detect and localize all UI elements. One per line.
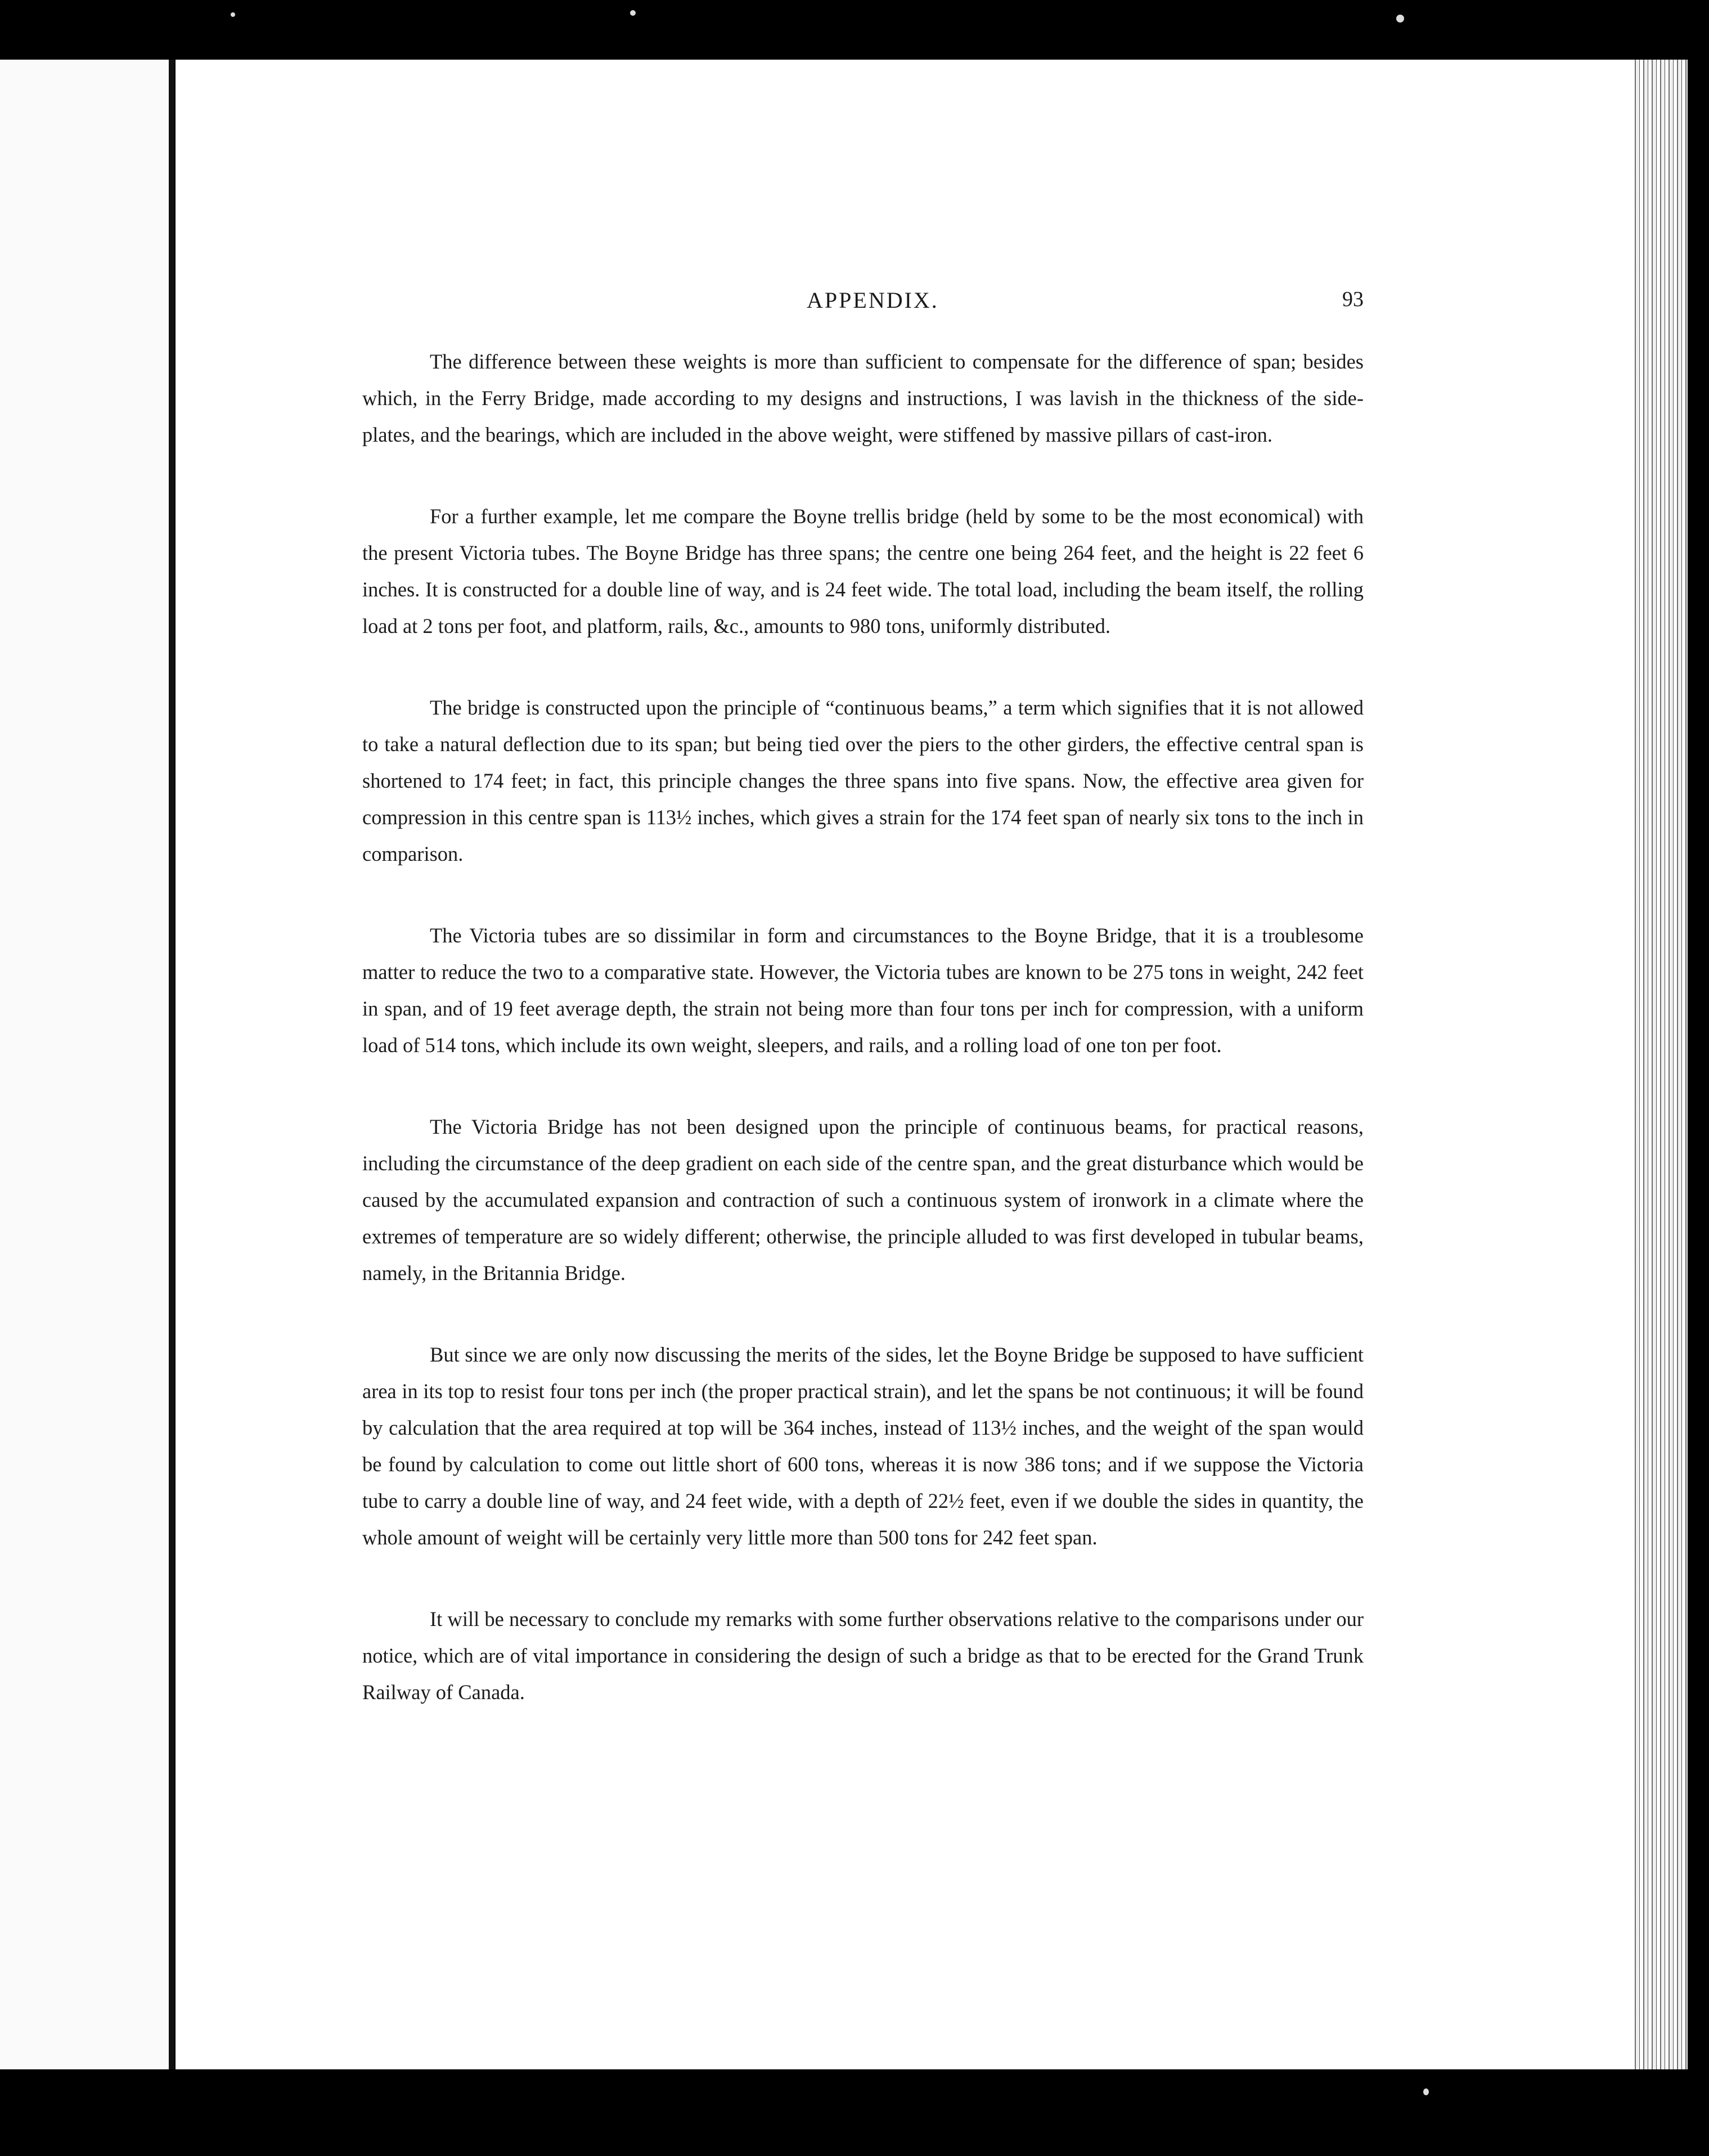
running-title: APPENDIX. bbox=[807, 288, 939, 313]
body-text bbox=[362, 343, 1364, 1755]
book-gutter bbox=[169, 60, 174, 2069]
dust-speck bbox=[231, 12, 235, 17]
page-header bbox=[362, 281, 1364, 321]
dust-speck bbox=[1396, 15, 1404, 23]
paragraph: For a further example, let me compare the Boyne trellis bridge (held by some to be the most economical) with the present Victoria tubes. The Boyne Bridge has three spans; the centre one being 264 feet, and the height is 22 feet 6 inches. It is constructed for a double line of way, and is 24 feet wide. The total load, including the beam itself, the rolling load at 2 tons per foot, and platform, rails, &c., amounts to 980 tons, uniformly distributed. bbox=[362, 505, 1364, 637]
paragraph: The bridge is constructed upon the principle of “continuous beams,” a term which signifies that it is not allowed to take a natural deflection due to its span; but being tied over the piers to the other girders, the effective central span is shortened to 174 feet; in fact, this principle changes the three spans into five spans. Now, the effective area given for compression in this centre span is 113½ inches, which gives a strain for the 174 feet span of nearly six tons to the inch in comparison. bbox=[362, 696, 1364, 865]
dust-speck bbox=[630, 10, 636, 16]
dust-speck bbox=[1423, 2088, 1429, 2095]
paragraph: It will be necessary to conclude my remarks with some further observations relative to the comparisons under our notice, which are of vital importance in considering the design of such a bridge as that to be erected for the Grand Trunk Railway of Canada. bbox=[362, 1607, 1364, 1704]
paragraph: The difference between these weights is more than sufficient to compensate for the difference of span; besides which, in the Ferry Bridge, made according to my designs and instructions, I was lavish in the thickness of the side-plates, and the bearings, which are included in the above weight, were stiffened by massive pillars of cast-iron. bbox=[362, 350, 1364, 446]
paragraph: But since we are only now discussing the merits of the sides, let the Boyne Bridge be supposed to have sufficient area in its top to resist four tons per inch (the proper practical strain), and let the spans be not continuous; it will be found by calculation that the area required at top will be 364 inches, instead of 113½ inches, and the weight of the span would be found by calculation to come out little short of 600 tons, whereas it is now 386 tons; and if we suppose the Victoria tube to carry a double line of way, and 24 feet wide, with a depth of 22½ feet, even if we double the sides in quantity, the whole amount of weight will be certainly very little more than 500 tons for 242 feet span. bbox=[362, 1343, 1364, 1549]
paragraph: The Victoria Bridge has not been designed upon the principle of continuous beams, for practical reasons, including the circumstance of the deep gradient on each side of the centre span, and the great disturbance which would be caused by the accumulated expansion and contraction of such a continuous system of ironwork in a climate where the extremes of temperature are so widely different; otherwise, the principle alluded to was first developed in tubular beams, namely, in the Britannia Bridge. bbox=[362, 1115, 1364, 1284]
facing-page-edge bbox=[0, 60, 169, 2069]
page-number: 93 bbox=[1342, 288, 1364, 311]
paragraph: The Victoria tubes are so dissimilar in form and circumstances to the Boyne Bridge, that it is a troublesome matter to reduce the two to a comparative state. However, the Victoria tubes are known to be 275 tons in weight, 242 feet in span, and of 19 feet average depth, the strain not being more than four tons per inch for compression, with a uniform load of 514 tons, which include its own weight, sleepers, and rails, and a rolling load of one ton per foot. bbox=[362, 924, 1364, 1057]
page-edges bbox=[1631, 60, 1688, 2069]
